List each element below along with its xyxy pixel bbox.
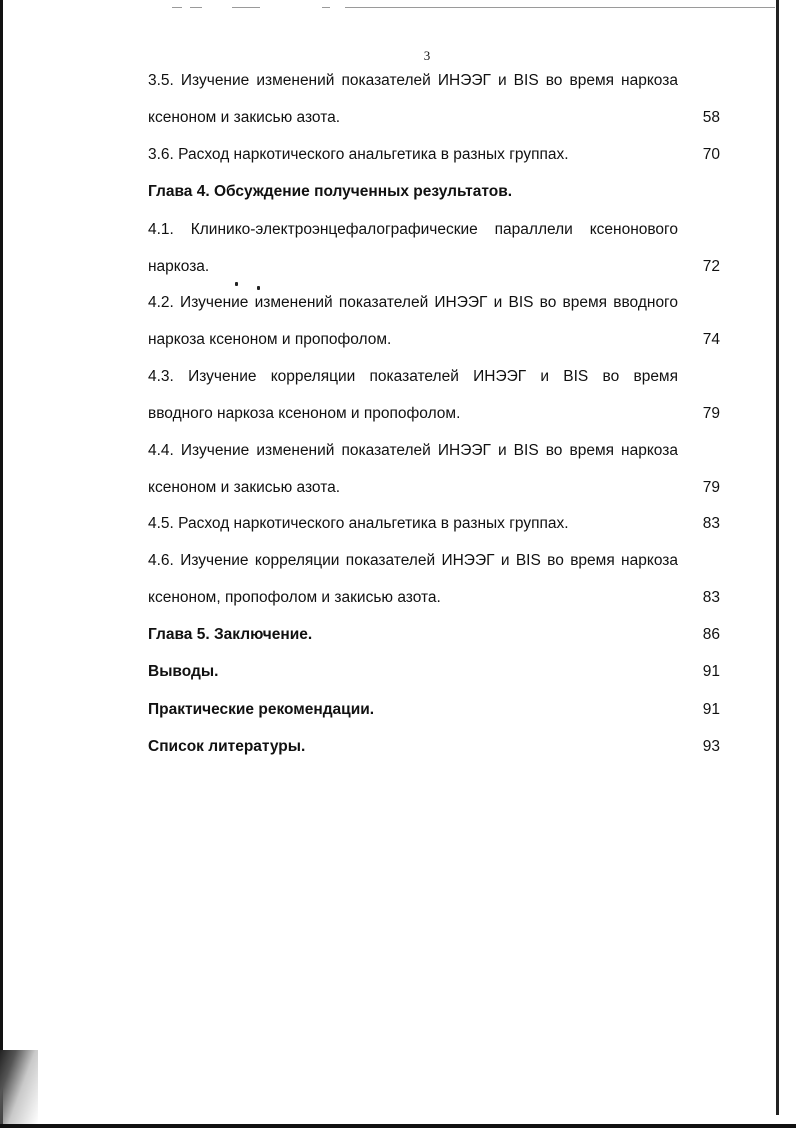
toc-entry-line: 4.3. Изучение корреляции показателей ИНЭЭГ и BIS во время	[148, 368, 678, 385]
toc-entry-line: 4.2. Изучение изменений показателей ИНЭЭГ и BIS во время вводного	[148, 294, 678, 311]
toc-entry-line: 4.1. Клинико-электроэнцефалографические параллели ксенонового	[148, 221, 678, 238]
toc-entry-line: 4.4. Изучение изменений показателей ИНЭЭГ и BIS во время наркоза	[148, 442, 678, 459]
toc-entry-line: вводного наркоза ксеноном и пропофолом.	[148, 405, 461, 422]
toc-entry-line: Практические рекомендации.	[148, 701, 375, 718]
toc-entry-line: ксеноном и закисью азота.	[148, 479, 341, 496]
toc-entry-line: наркоза ксеноном и пропофолом.	[148, 331, 392, 348]
toc-page-number: 79	[702, 479, 720, 496]
toc-page-number: 91	[702, 701, 720, 718]
toc-entry-line: Глава 4. Обсуждение полученных результатов.	[148, 183, 513, 200]
toc-entry-line: наркоза.	[148, 258, 210, 275]
toc-entry-line: Выводы.	[148, 663, 219, 680]
toc-page-number: 83	[702, 515, 720, 532]
toc-page-number: 74	[702, 331, 720, 348]
toc-entry-line: ксеноном и закисью азота.	[148, 109, 341, 126]
toc-entry-line: 3.6. Расход наркотического анальгетика в разных группах.	[148, 146, 569, 163]
toc-page-number: 79	[702, 405, 720, 422]
toc-page-number: 72	[702, 258, 720, 275]
toc-entry-line: Список литературы.	[148, 738, 306, 755]
toc-entry-line: 4.6. Изучение корреляции показателей ИНЭЭГ и BIS во время наркоза	[148, 552, 678, 569]
page-number: 3	[423, 48, 431, 63]
toc-page-number: 58	[702, 109, 720, 126]
toc-entry-line: 4.5. Расход наркотического анальгетика в разных группах.	[148, 515, 569, 532]
toc-entry-line: Глава 5. Заключение.	[148, 626, 313, 643]
toc-entry-line: ксеноном, пропофолом и закисью азота.	[148, 589, 441, 606]
toc-page-number: 83	[702, 589, 720, 606]
toc-page-number: 91	[702, 663, 720, 680]
toc-page-number: 86	[702, 626, 720, 643]
toc-page-number: 70	[702, 146, 720, 163]
toc-entry-line: 3.5. Изучение изменений показателей ИНЭЭГ и BIS во время наркоза	[148, 72, 678, 89]
toc-page-number: 93	[702, 738, 720, 755]
